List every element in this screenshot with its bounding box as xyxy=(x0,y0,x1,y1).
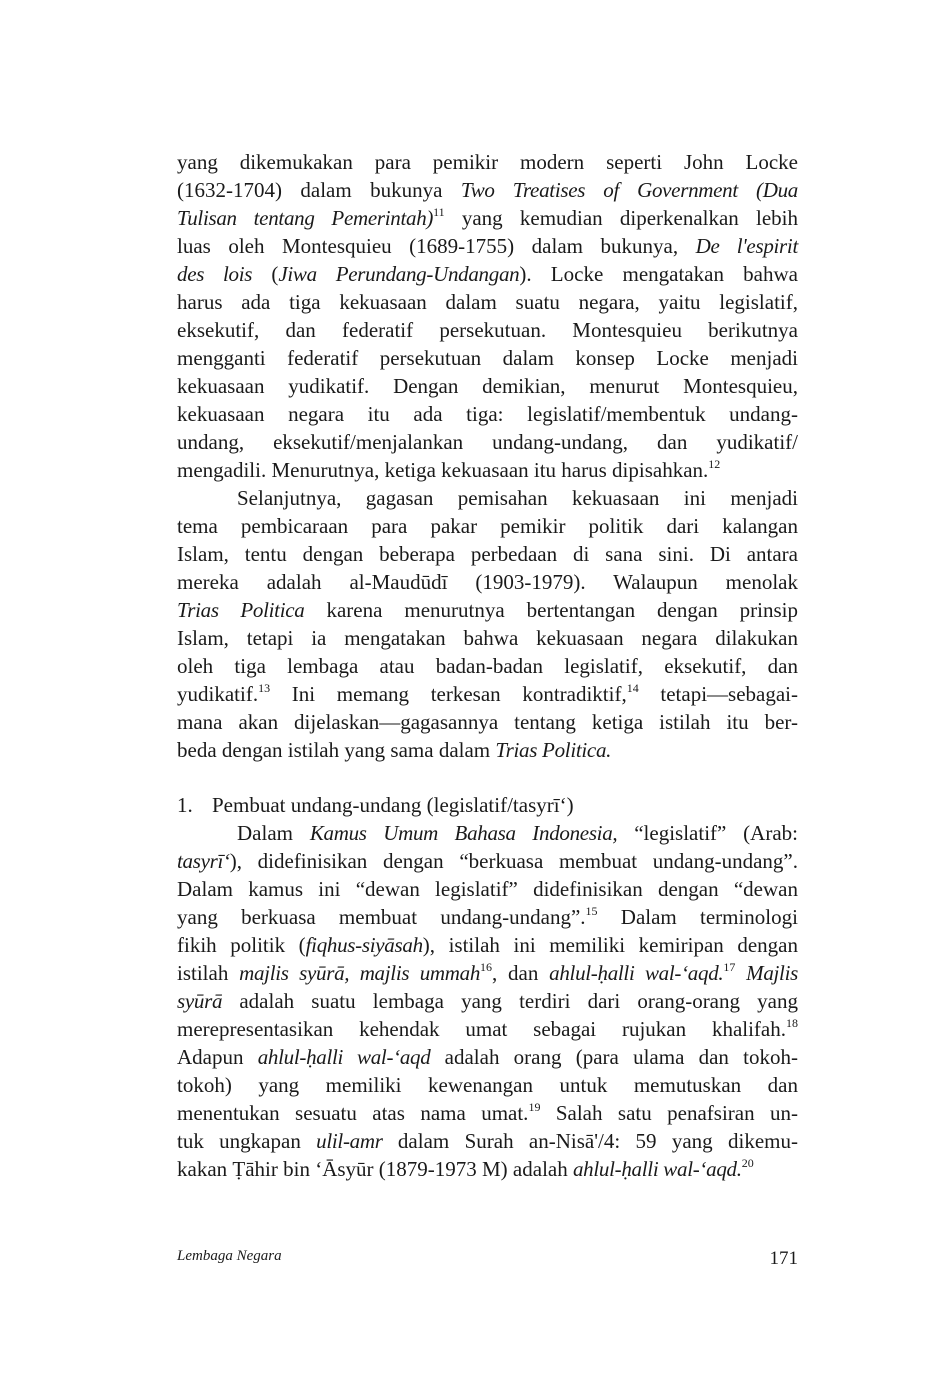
footnote-ref: 16 xyxy=(480,960,493,974)
text-line xyxy=(177,232,798,260)
text-run: tuk ungkapan xyxy=(177,1129,317,1153)
text-line xyxy=(177,680,798,708)
italic-term: Majlis xyxy=(746,961,798,985)
text-run: mengadili. Menurutnya, ketiga kekuasaan itu harus dipisahkan. xyxy=(177,458,709,482)
text-run: beda dengan istilah yang sama dalam xyxy=(177,738,496,762)
text-line xyxy=(177,1127,798,1155)
text-line xyxy=(177,484,798,512)
text-line xyxy=(177,847,798,875)
text-run: mana akan dijelaskan—gagasannya tentang ketiga istilah itu ber- xyxy=(177,710,798,734)
heading-text: Pembuat undang-undang (legislatif/tasyrī‘) xyxy=(212,793,574,817)
paragraph-islamic-thinkers xyxy=(177,484,798,764)
text-line xyxy=(177,512,798,540)
text-run: ). Locke mengatakan bahwa xyxy=(519,262,798,286)
footnote-ref: 17 xyxy=(723,960,736,974)
text-run: mengganti federatif persekutuan dalam konsep Locke menjadi xyxy=(177,346,798,370)
italic-term: De l'espirit xyxy=(695,234,798,258)
footnote-ref: 19 xyxy=(528,1100,541,1114)
text-run: kakan Ṭāhir bin ‘Āsyūr (1879-1973 M) adalah xyxy=(177,1157,573,1181)
text-line xyxy=(177,204,798,232)
footnote-ref: 20 xyxy=(741,1156,754,1170)
text-line xyxy=(177,1155,798,1183)
text-run: yudikatif. xyxy=(177,682,259,706)
text-run: kekuasaan yudikatif. Dengan demikian, menurut Montesquieu, xyxy=(177,374,798,398)
text-line xyxy=(177,176,798,204)
text-run: oleh tiga lembaga atau badan-badan legislatif, eksekutif, dan xyxy=(177,654,798,678)
text-run: Islam, tetapi ia mengatakan bahwa kekuasaan negara dilakukan xyxy=(177,626,798,650)
text-line xyxy=(177,624,798,652)
text-line xyxy=(177,903,798,931)
text-run: istilah xyxy=(177,961,240,985)
italic-term: ahlul-ḥalli wal-‘aqd. xyxy=(572,1157,742,1181)
footnote-ref: 11 xyxy=(433,205,445,219)
text-run: ), didefinisikan dengan “berkuasa membuat undang-undang”. xyxy=(229,849,798,873)
page-footer xyxy=(177,1248,798,1270)
italic-term: Kamus Umum Bahasa Indonesia, xyxy=(309,821,618,845)
text-line xyxy=(177,1099,798,1127)
text-run: tetapi—sebagai- xyxy=(638,682,799,706)
text-run: adalah orang (para ulama dan tokoh- xyxy=(430,1045,798,1069)
italic-term: syūrā xyxy=(177,989,223,1013)
text-line xyxy=(177,819,798,847)
italic-term: Tulisan tentang Pemerintah) xyxy=(177,206,434,230)
text-run: menentukan sesuatu atas nama umat. xyxy=(177,1101,529,1125)
text-run: kekuasaan negara itu ada tiga: legislatif/membentuk undang- xyxy=(177,402,798,426)
text-line xyxy=(177,931,798,959)
text-line xyxy=(177,652,798,680)
paragraph-locke-montesquieu xyxy=(177,148,798,484)
page-number: 171 xyxy=(769,1248,798,1269)
text-line xyxy=(177,708,798,736)
text-run: Selanjutnya, gagasan pemisahan kekuasaan ini menjadi xyxy=(237,486,798,510)
text-line xyxy=(177,372,798,400)
text-line xyxy=(177,875,798,903)
text-line xyxy=(177,540,798,568)
text-line xyxy=(177,1043,798,1071)
text-run: tokoh) yang memiliki kewenangan untuk memutuskan dan xyxy=(177,1073,798,1097)
italic-term: Trias Politica. xyxy=(495,738,612,762)
footnote-ref: 18 xyxy=(786,1016,798,1030)
text-line xyxy=(177,288,798,316)
text-line xyxy=(177,736,798,764)
text-line xyxy=(177,428,798,456)
text-run: fikih politik ( xyxy=(177,933,306,957)
italic-term: des lois xyxy=(177,262,253,286)
text-run xyxy=(735,961,746,985)
text-run: ), istilah ini memiliki kemiripan dengan xyxy=(422,933,798,957)
section-heading xyxy=(177,791,798,819)
text-run: (1632-1704) dalam bukunya xyxy=(177,178,461,202)
text-run: yang kemudian diperkenalkan lebih xyxy=(444,206,798,230)
text-run: dalam Surah an-Nisā'/4: 59 yang dikemu- xyxy=(382,1129,798,1153)
heading-number: 1. xyxy=(177,793,193,817)
text-run: yang dikemukakan para pemikir modern seperti John Locke xyxy=(177,150,798,174)
text-run: tema pembicaraan para pakar pemikir politik dari kalangan xyxy=(177,514,798,538)
text-run: “legislatif” (Arab: xyxy=(617,821,798,845)
text-run: mereka adalah al-Maudūdī (1903-1979). Walaupun menolak xyxy=(177,570,798,594)
text-line xyxy=(177,400,798,428)
italic-term: ahlul-ḥalli wal-‘aqd. xyxy=(549,961,724,985)
text-line xyxy=(177,148,798,176)
text-line xyxy=(177,568,798,596)
text-run: Islam, tentu dengan beberapa perbedaan di sana sini. Di antara xyxy=(177,542,798,566)
text-run: merepresentasikan kehendak umat sebagai rujukan khalifah. xyxy=(177,1017,786,1041)
text-run: ( xyxy=(252,262,279,286)
text-line xyxy=(177,1071,798,1099)
text-line xyxy=(177,456,798,484)
text-line xyxy=(177,260,798,288)
text-line xyxy=(177,1015,798,1043)
text-run: Dalam kamus ini “dewan legislatif” didefinisikan dengan “dewan xyxy=(177,877,798,901)
text-run: eksekutif, dan federatif persekutuan. Montesquieu berikutnya xyxy=(177,318,798,342)
italic-term: ulil-amr xyxy=(316,1129,383,1153)
text-run: Salah satu penafsiran un- xyxy=(540,1101,798,1125)
text-run: Adapun xyxy=(177,1045,258,1069)
footnote-ref: 15 xyxy=(585,904,598,918)
text-run: luas oleh Montesquieu (1689-1755) dalam bukunya, xyxy=(177,234,696,258)
footnote-ref: 12 xyxy=(708,457,721,471)
italic-term: Two Treatises of Government (Dua xyxy=(460,178,798,202)
text-line xyxy=(177,316,798,344)
text-run: karena menurutnya bertentangan dengan prinsip xyxy=(304,598,798,622)
italic-term: majlis syūrā, majlis ummah xyxy=(239,961,481,985)
footnote-ref: 14 xyxy=(626,681,639,695)
text-run: Dalam terminologi xyxy=(597,905,798,929)
italic-term: fiqhus-siyāsah xyxy=(305,933,423,957)
text-run: , dan xyxy=(492,961,550,985)
text-run: adalah suatu lembaga yang terdiri dari orang-orang yang xyxy=(222,989,798,1013)
italic-term: Trias Politica xyxy=(177,598,305,622)
section-legislative xyxy=(177,791,798,1183)
text-line xyxy=(177,959,798,987)
text-run: Dalam xyxy=(237,821,310,845)
text-run: undang, eksekutif/menjalankan undang-undang, dan yudikatif/ xyxy=(177,430,798,454)
italic-term: Jiwa Perundang-Undangan xyxy=(278,262,520,286)
running-title: Lembaga Negara xyxy=(177,1248,282,1264)
footnote-ref: 13 xyxy=(258,681,271,695)
text-run: Ini memang terkesan kontradiktif, xyxy=(270,682,627,706)
text-line xyxy=(177,987,798,1015)
italic-term: ahlul-ḥalli wal-‘aqd xyxy=(257,1045,431,1069)
text-run: harus ada tiga kekuasaan dalam suatu negara, yaitu legislatif, xyxy=(177,290,798,314)
text-line xyxy=(177,344,798,372)
italic-term: tasyrī‘ xyxy=(177,849,230,873)
text-line xyxy=(177,596,798,624)
text-run: yang berkuasa membuat undang-undang”. xyxy=(177,905,586,929)
